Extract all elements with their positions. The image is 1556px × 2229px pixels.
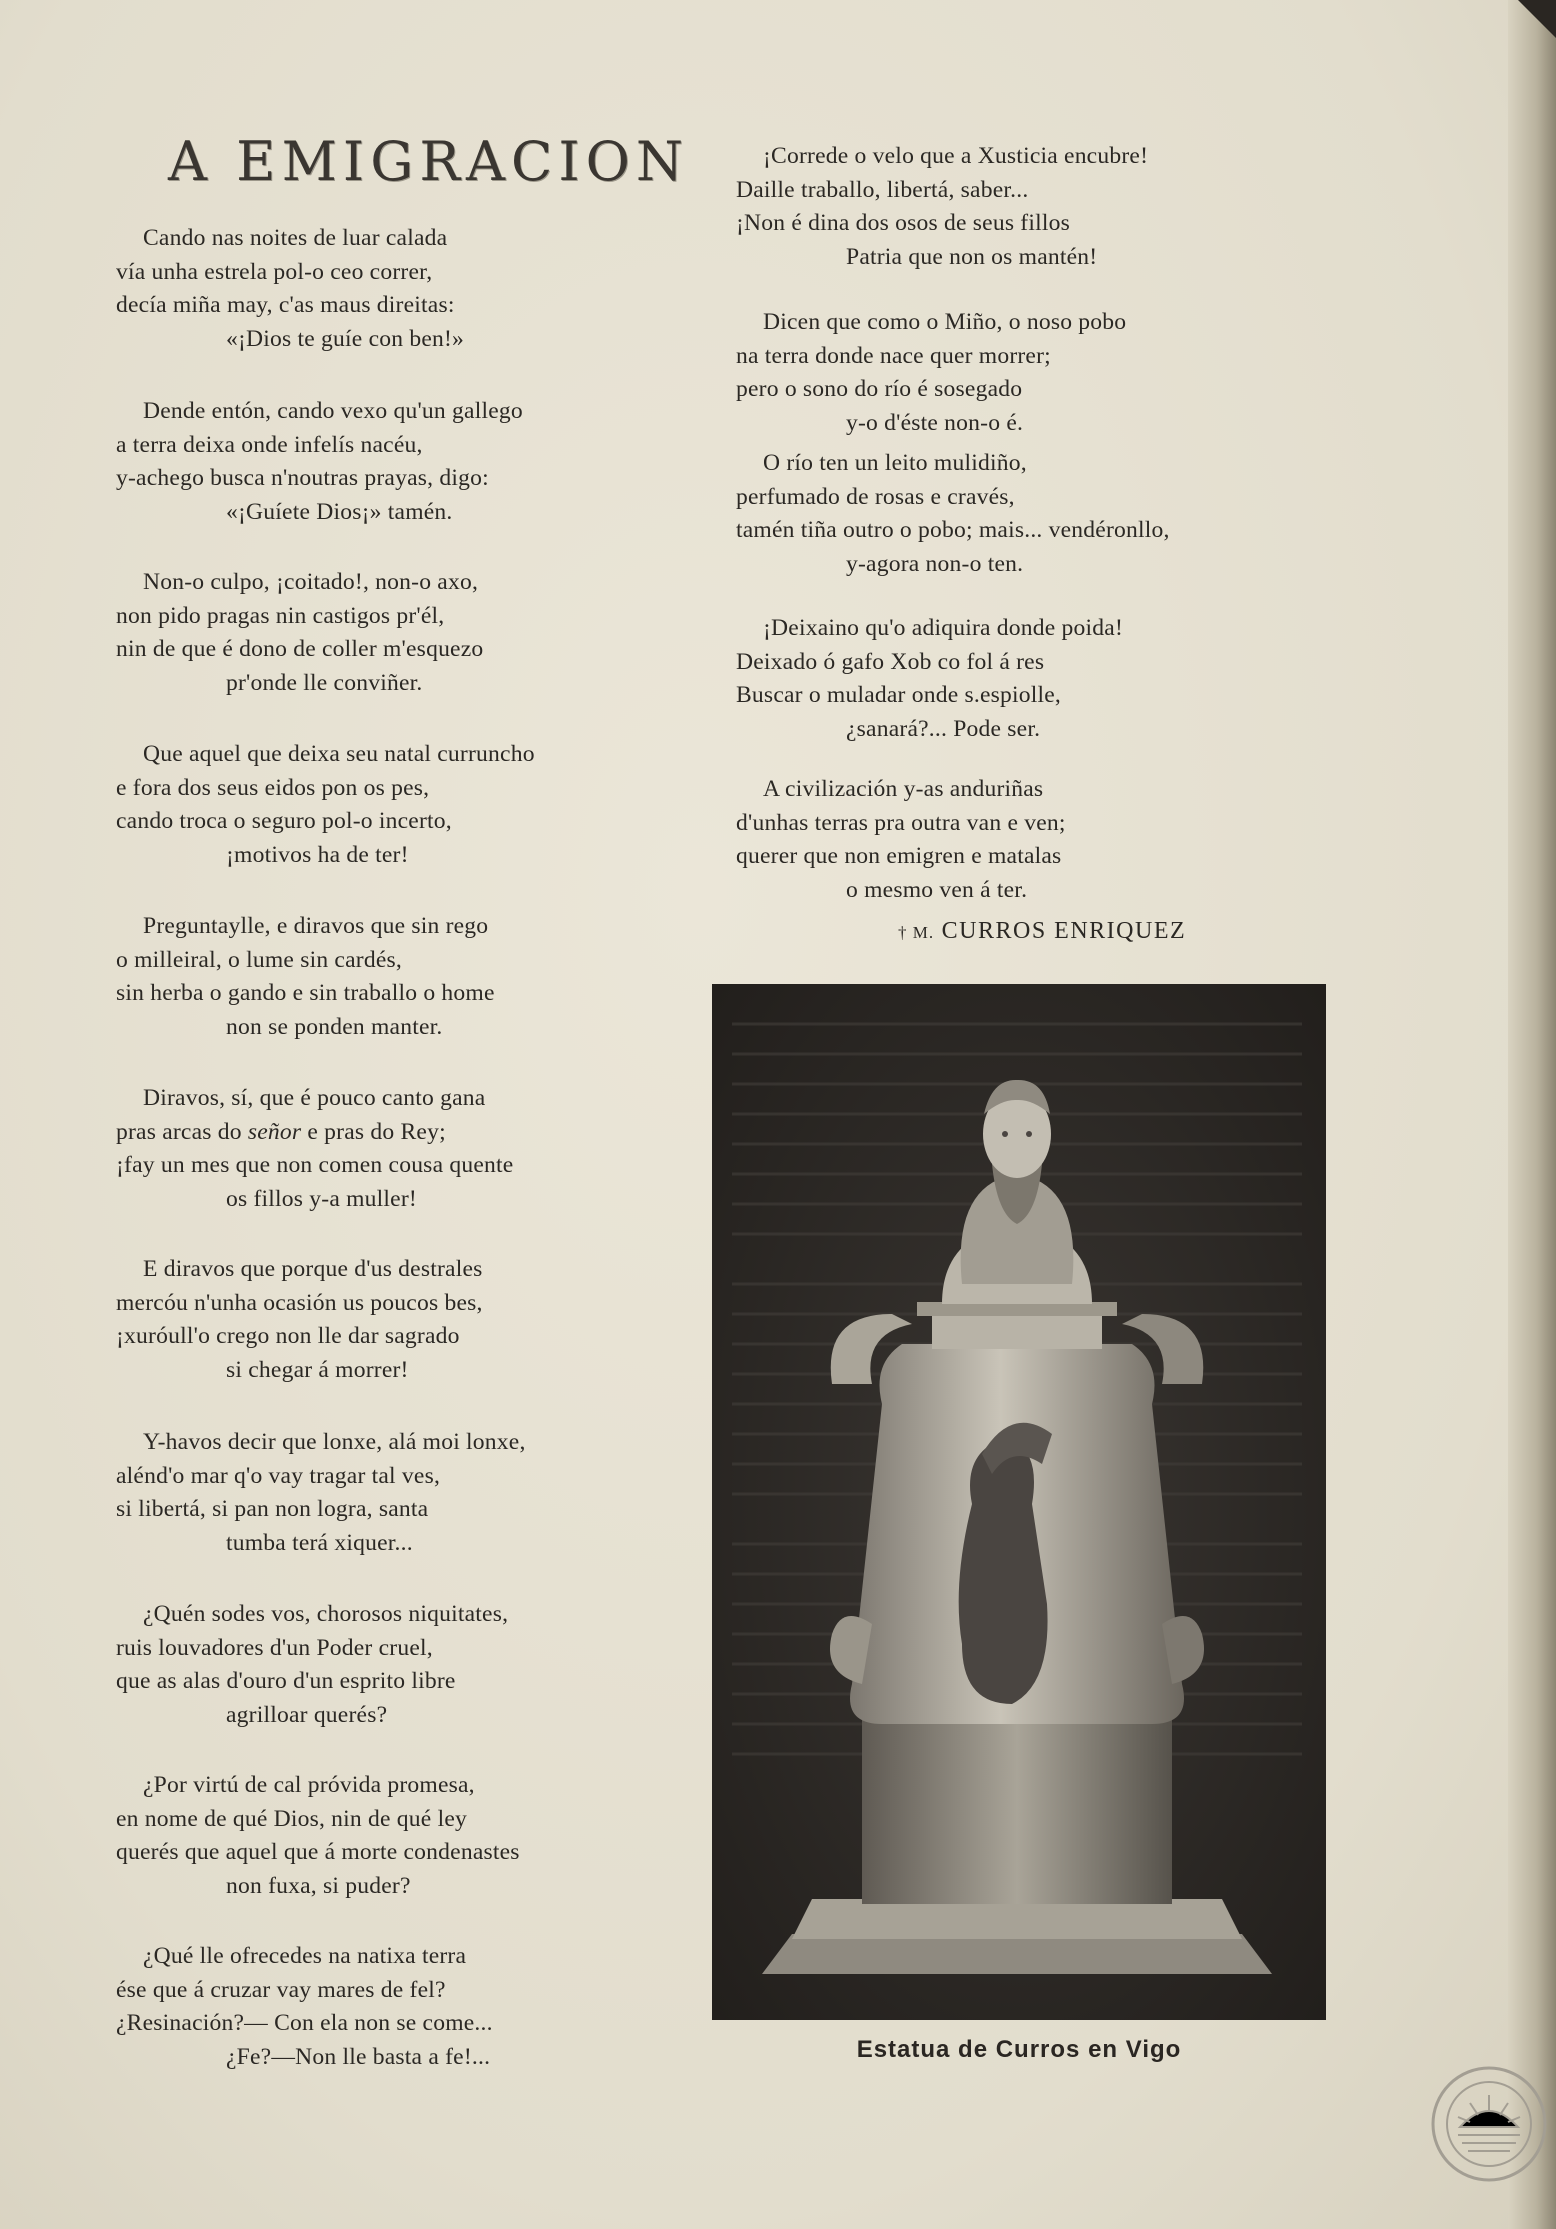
verse-line: ¿Resinación?— Con ela non se come...: [116, 2010, 493, 2036]
verse-line: ¿Fe?—Non lle basta a fe!...: [226, 2043, 491, 2070]
verse-line: alénd'o mar q'o vay tragar tal ves,: [116, 1462, 441, 1489]
verse-line: ¿Por virtú de cal próvida promesa,: [143, 1772, 475, 1798]
verse-line: Preguntaylle, e diravos que sin rego: [143, 913, 489, 939]
verse-line: Daille traballo, libertá, saber...: [736, 176, 1029, 203]
verse-line: Patria que non os mantén!: [846, 243, 1098, 270]
photo-caption: Estatua de Curros en Vigo: [856, 2036, 1182, 2063]
verse-line: pras arcas do señor e pras do Rey;: [116, 1118, 446, 1145]
verse-line: nin de que é dono de coller m'esquezo: [116, 636, 484, 662]
verse-line: Que aquel que deixa seu natal curruncho: [143, 741, 535, 767]
stanza: [736, 447, 1170, 581]
verse-line: tamén tiña outro o pobo; mais... vendéronllo,: [736, 517, 1170, 543]
author-name: CURROS ENRIQUEZ: [941, 918, 1187, 944]
verse-line: os fillos y-a muller!: [226, 1185, 417, 1212]
stanza: [116, 1426, 526, 1560]
verse-line: querés que aquel que á morte condenastes: [116, 1839, 520, 1865]
verse-line: tumba terá xiquer...: [226, 1529, 413, 1556]
stanza: [116, 1082, 513, 1216]
statue-photo: [712, 984, 1326, 2020]
verse-line: «¡Dios te guíe con ben!»: [226, 325, 465, 352]
verse-line: decía miña may, c'as maus direitas:: [116, 292, 455, 318]
stanza: [736, 306, 1126, 440]
statue-image: [712, 984, 1326, 2020]
verse-line: Dende entón, cando vexo qu'un gallego: [143, 398, 523, 424]
page-edge: [1508, 0, 1556, 2229]
verse-line: ¿sanará?... Pode ser.: [846, 715, 1041, 742]
verse-line: e fora dos seus eidos pon os pes,: [116, 774, 430, 801]
stanza: [116, 910, 495, 1044]
verse-line: ¡Deixaino qu'o adiquira donde poida!: [763, 615, 1124, 641]
verse-line: Buscar o muladar onde s.espiolle,: [736, 682, 1062, 708]
verse-line: Diravos, sí, que é pouco canto gana: [143, 1085, 486, 1111]
verse-line: ése que á cruzar vay mares de fel?: [116, 1976, 446, 2003]
stanza: [116, 1940, 493, 2074]
verse-line: si libertá, si pan non logra, santa: [116, 1496, 429, 1522]
verse-line: si chegar á morrer!: [226, 1356, 409, 1383]
verse-line: perfumado de rosas e cravés,: [736, 483, 1015, 510]
verse-line: ruis louvadores d'un Poder cruel,: [116, 1634, 433, 1661]
verse-line: querer que non emigren e matalas: [736, 843, 1062, 869]
page-corner: [1518, 0, 1556, 38]
verse-line: que as alas d'ouro d'un esprito libre: [116, 1668, 456, 1694]
verse-line: A civilización y-as anduriñas: [763, 776, 1044, 802]
stanza: [116, 1598, 508, 1732]
verse-line: Deixado ó gafo Xob co fol á res: [736, 648, 1045, 675]
verse-line: O río ten un leito mulidiño,: [763, 450, 1027, 476]
stanza: [736, 773, 1066, 907]
stanza: [116, 395, 523, 529]
verse-line: agrilloar querés?: [226, 1701, 388, 1728]
verse-line: y-o d'éste non-o é.: [846, 409, 1024, 436]
verse-line: vía unha estrela pol-o ceo correr,: [116, 258, 433, 285]
verse-line: d'unhas terras pra outra van e ven;: [736, 809, 1066, 836]
verse-line: ¡fay un mes que non comen cousa quente: [116, 1152, 514, 1178]
verse-line: y-achego busca n'noutras prayas, digo:: [116, 465, 489, 491]
poem-title: A EMIGRACION: [168, 130, 690, 193]
verse-line: na terra donde nace quer morrer;: [736, 342, 1051, 369]
verse-line: mercóu n'unha ocasión us poucos bes,: [116, 1289, 483, 1316]
verse-line: o milleiral, o lume sin cardés,: [116, 946, 402, 973]
verse-line: Y-havos decir que lonxe, alá moi lonxe,: [143, 1429, 526, 1455]
verse-line: pr'onde lle conviñer.: [226, 669, 423, 696]
verse-line: ¡Non é dina dos osos de seus fillos: [736, 210, 1071, 236]
verse-line: E diravos que porque d'us destrales: [143, 1256, 483, 1282]
stanza: [736, 140, 1148, 274]
verse-line: non fuxa, si puder?: [226, 1872, 411, 1899]
verse-line: non pido pragas nin castigos pr'él,: [116, 602, 445, 629]
verse-line: Dicen que como o Miño, o noso pobo: [763, 309, 1127, 335]
verse-line: cando troca o seguro pol-o incerto,: [116, 808, 452, 834]
author-signature: [898, 918, 1186, 945]
verse-line: Non-o culpo, ¡coitado!, non-o axo,: [143, 569, 479, 595]
verse-line: ¿Quén sodes vos, chorosos niquitates,: [143, 1601, 509, 1627]
verse-line: ¡motivos ha de ter!: [226, 841, 409, 868]
stanza: [116, 566, 483, 700]
verse-line: ¡xuróull'o crego non lle dar sagrado: [116, 1323, 460, 1349]
verse-line: a terra deixa onde infelís nacéu,: [116, 431, 423, 458]
verse-line: ¿Qué lle ofrecedes na natixa terra: [143, 1943, 467, 1969]
stanza: [736, 612, 1123, 746]
verse-line: Cando nas noites de luar calada: [143, 225, 448, 251]
stanza: [116, 1769, 520, 1903]
verse-line: «¡Guíete Dios¡» tamén.: [226, 498, 453, 525]
stanza: [116, 738, 535, 872]
verse-line: sin herba o gando e sin traballo o home: [116, 980, 495, 1006]
verse-line: pero o sono do río é sosegado: [736, 376, 1023, 402]
verse-line: o mesmo ven á ter.: [846, 876, 1028, 903]
stanza: [116, 222, 464, 356]
verse-line: en nome de qué Dios, nin de qué ley: [116, 1805, 467, 1832]
stanza: [116, 1253, 483, 1387]
academy-seal-icon: [1430, 2065, 1548, 2183]
verse-line: ¡Correde o velo que a Xusticia encubre!: [763, 143, 1149, 169]
author-prefix: † M.: [898, 923, 935, 942]
verse-line: non se ponden manter.: [226, 1013, 443, 1040]
verse-line: y-agora non-o ten.: [846, 550, 1024, 577]
